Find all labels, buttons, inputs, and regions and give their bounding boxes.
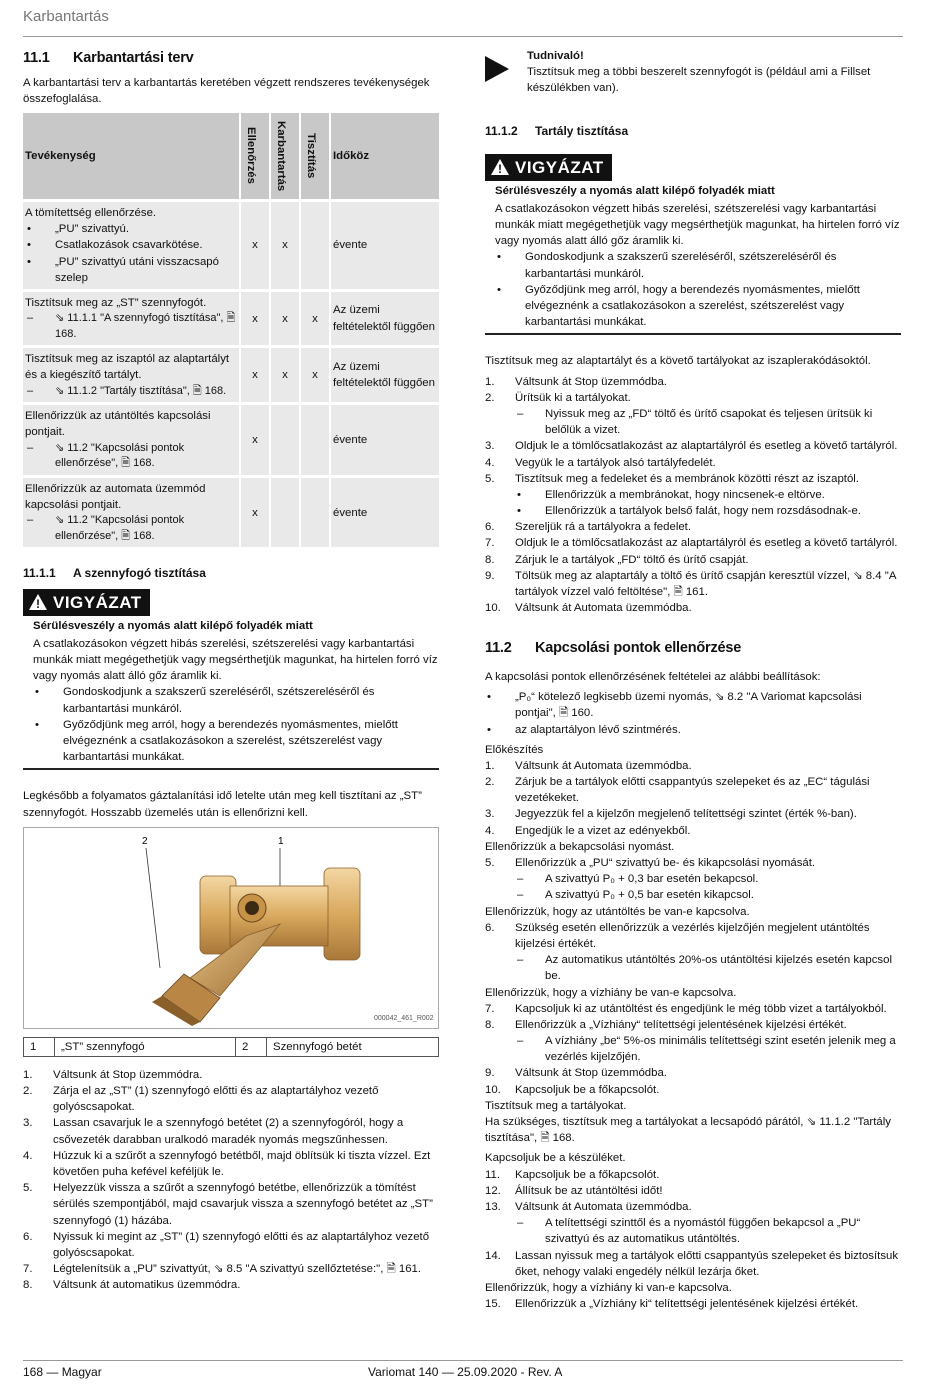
table-row: Tisztítsuk meg az „ST” szennyfogót. – ⇘ 11.1.1 "A szennyfogó tisztítása", 🗎 168. x x x Az üzemi feltételektől függően — [23, 289, 439, 345]
cross-reference-link[interactable]: – ⇘ 11.2 "Kapcsolási pontok ellenőrzése", 🗎 168. — [25, 441, 237, 472]
section-heading-11-1: 11.1 Karbantartási terv — [23, 50, 194, 66]
section-heading-11-1-1: 11.1.1 A szennyfogó tisztítása — [23, 566, 206, 581]
strainer-figure — [23, 827, 439, 1029]
list-item: 2. Zárja el az „ST” (1) szennyfogó előtti és az alaptartályhoz vezető golyóscsapokat. — [23, 1085, 379, 1114]
list-item: 3. Lassan csavarjuk le a szennyfogó betétet (2) a szennyfogóról, hogy a csővezeték darabban uralkodó maradék nyomás megszűnhessen. — [23, 1117, 404, 1146]
table-row: A tömítettség ellenőrzése. • „PU” szivattyú. • Csatlakozások csavarkötése. • „PU” szivattyú utáni visszacsapó szelep x x évente — [23, 199, 439, 289]
cross-reference-link[interactable]: – ⇘ 11.2 "Kapcsolási pontok ellenőrzése", 🗎 168. — [25, 513, 237, 544]
list-item: 6. Nyissuk ki megint az „ST” (1) szennyfogó előtti és az alaptartályhoz vezető golyóscsapokat. — [23, 1230, 430, 1259]
table-row: Ellenőrizzük az automata üzemmód kapcsolási pontjait. – ⇘ 11.2 "Kapcsolási pontok ellenőrzése", 🗎 168. x évente — [23, 475, 439, 548]
strainer-steps — [23, 1067, 439, 1294]
section-heading-11-2: 11.2 Kapcsolási pontok ellenőrzése — [485, 640, 742, 657]
th-activity: Tevékenység — [23, 113, 239, 199]
right-column: Tudnivaló! Tisztítsuk meg a többi beszerelt szennyfogót is (például ami a Fillset készülékben van). 11.1.2 Tartály tisztítása ! VIGYÁZAT Sérülésveszély a nyomás alatt kilépő folyadék miatt A csatlakozásokon végzett hibás szerelési, szétszerelési vagy karbantartási munkák miatt megégethetjük vagy megsérthetjük magunkat, ha hirtelen forró víz vagy nyomás alatt álló gőz áramlik ki. • Gondoskodjunk a szakszerű szereléséről, szétszereléséről és karbantartási munkáról. • Győződjünk meg arról, hogy a berendezés nyomásmentes, mielőtt elvégeznénk a csatlakozásokon a szerelést, szétszerelést vagy karbantartási munkákat. Tisztítsuk meg az alaptartályt és a követő tartályokat az iszaplerakódásoktól. 1. Váltsunk át Stop üzemmódba. 2. Ürítsük ki a tartályokat. – Nyissuk meg az „FD“ töltő és ürítő csapokat és teljesen ürítsük ki belőlük a vizet. 3. Oldjuk le a tömlőcsatlakozást az alaptartályról és esetleg a követő tartályról. 4. Vegyük le a tartályok alsó tartályfedelét. 5. Tisztítsuk meg a fedeleket és a membránok közötti részt az iszaptól. • Ellenőrizzük a membránokat, hogy nincsenek-e eltörve. • Ellenőrizzük a tartályok belső falát, hogy nem rozsdásodnak-e. 6. Szereljük rá a tartályokra a fedelet. 7. Oldjuk le a tömlőcsatlakozást az alaptartályról és esetleg a követő tartályról. 8. Zárjuk le a tartályok „FD“ töltő és ürítő csapját. 9. Töltsük meg az alaptartály a töltő és ürítő csapján keresztül vízzel, ⇘ 8.4 "A tartályok vízzel való feltöltése", 🗎 161. 10. Váltsunk át Automata üzemmódba. 11.2 Kapcsolási pontok ellenőrzése A kapcsolási pontok ellenőrzésének feltételei az alábbi beállítások: • „P₀“ kötelező legkisebb üzemi nyomás, ⇘ 8.2 "A Variomat kapcsolási pontjai", 🗎 160. • az alaptartályon lévő szintmérés. Előkészítés 1. Váltsunk át Automata üzemmódba. 2. Zárjuk be a tartályok előtti csappantyús szelepeket és az „EC“ tágulási vezetékeket. 3. Jegyezzük fel a kijelzőn megjelenő telítettségi szintet (érték %-ban). 4. Engedjük le a vizet az edényekből. Ellenőrizzük a bekapcsolási nyomást. 5. Ellenőrizzük a „PU“ szivattyú be- és kikapcsolási nyomását. – A szivattyú P₀ + 0,3 bar esetén bekapcsol. – A szivattyú P₀ + 0,5 bar esetén kikapcsol. Ellenőrizzük, hogy az utántöltés be van-e kapcsolva. 6. Szükség esetén ellenőrizzük a vezérlés kijelzőjén megjelent utántöltés kijelzési értékét. – Az automatikus utántöltés 20%-os utántöltési kijelzés esetén kapcsol be. Ellenőrizzük, hogy a vízhiány be van-e kapcsolva. 7. Kapcsoljuk ki az utántöltést és engedjünk le még több vizet a tartályokból. 8. Ellenőrizzük a „Vízhiány“ telítettségi jelentésének kijelzési értékét. – A vízhiány „be“ 5%-os minimális telítettségi szint esetén jelenik meg a vezérlés kijelzőjén. 9. Váltsunk át Stop üzemmódba. 10. Kapcsoljuk be a főkapcsolót. Tisztítsuk meg a tartályokat. Ha szükséges, tisztítsuk meg a tartályokat a lecsapódó párától, ⇘ 11.1.2 "Tartály tisztítása", 🗎 168. Kapcsoljuk be a készüléket. 11. Kapcsoljuk be a főkapcsolót. 12. Állítsuk be az utántöltési időt! 13. Váltsunk át Automata üzemmódba. – A telítettségi szinttől és a nyomástól függően bekapcsol a „PU“ szivattyú és az automatikus utántöltés. 14. Lassan nyissuk meg a tartályok előtti csappantyús szelepeket és biztosítsuk őket, nehogy valaki engedély nélkül lezárja őket. Ellenőrizzük, hogy a vízhiány ki van-e kapcsolva. 15. Ellenőrizzük a „Vízhiány ki“ telítettségi jelentésének kijelzési értékét. — [485, 48, 901, 1312]
section-heading-11-1-2: 11.1.2 Tartály tisztítása — [485, 123, 629, 138]
warning-triangle-icon: ! — [491, 159, 509, 175]
list-item: 1. Váltsunk át Stop üzemmódra. — [23, 1068, 203, 1081]
caution-label: ! VIGYÁZAT — [23, 589, 150, 616]
strainer-illustration — [24, 828, 438, 1026]
warning-triangle-icon: ! — [29, 594, 47, 610]
maintenance-table — [23, 113, 439, 548]
cross-reference-link[interactable]: – ⇘ 11.1.1 "A szennyfogó tisztítása", 🗎 168. — [25, 311, 237, 342]
caution-box: ! VIGYÁZAT Sérülésveszély a nyomás alatt kilépő folyadék miatt A csatlakozásokon végzett hibás szerelési, szétszerelési vagy karbantartási munkák miatt megégethetjük vagy megsérthetjük magunkat, ha hirtelen forró víz vagy nyomás alatt álló gőz áramlik ki. • Gondoskodjunk a szakszerű szereléséről, szétszereléséről és karbantartási munkáról. • Győződjünk meg arról, hogy a berendezés nyomásmentes, mielőtt elvégeznénk a csatlakozásokon a szerelést, szétszerelést vagy karbantartási munkákat. — [485, 154, 901, 336]
figure-callout-2: 2 — [142, 835, 148, 847]
table-row: Ellenőrizzük az utántöltés kapcsolási pontjait. – ⇘ 11.2 "Kapcsolási pontok ellenőrzése", 🗎 168. x évente — [23, 402, 439, 475]
figure-code: 000042_461_R002 — [374, 1014, 434, 1022]
caution-box: ! VIGYÁZAT Sérülésveszély a nyomás alatt kilépő folyadék miatt A csatlakozásokon végzett hibás szerelési, szétszerelési vagy karbantartási munkák miatt megégethetjük vagy megsérthetjük magunkat, ha hirtelen forró víz vagy nyomás alatt álló gőz áramlik ki. • Gondoskodjunk a szakszerű szereléséről, szétszereléséről és karbantartási munkáról. • Győződjünk meg arról, hogy a berendezés nyomásmentes, mielőtt elvégeznénk a csatlakozásokon a szerelést, szétszerelést vagy karbantartási munkákat. — [23, 589, 439, 771]
list-item: 4. Húzzuk ki a szűrőt a szennyfogó betétből, majd öblítsük ki tiszta vízzel. Ezt követően puha kefével keféljük le. — [23, 1149, 431, 1178]
th-interval: Időköz — [329, 113, 439, 199]
running-header: Karbantartás — [23, 8, 109, 25]
tank-steps: 1. Váltsunk át Stop üzemmódba. 2. Ürítsük ki a tartályokat. – Nyissuk meg az „FD“ töltő és ürítő csapokat és teljesen ürítsük ki belőlük a vizet. 3. Oldjuk le a tömlőcsatlakozást az alaptartályról és esetleg a követő tartályról. 4. Vegyük le a tartályok alsó tartályfedelét. 5. Tisztítsuk meg a fedeleket és a membránok közötti részt az iszaptól. • Ellenőrizzük a membránokat, hogy nincsenek-e eltörve. • Ellenőrizzük a tartályok belső falát, hogy nem rozsdásodnak-e. 6. Szereljük rá a tartályokra a fedelet. 7. Oldjuk le a tömlőcsatlakozást az alaptartályról és esetleg a követő tartályról. 8. Zárjuk le a tartályok „FD“ töltő és ürítő csapját. 9. Töltsük meg az alaptartály a töltő és ürítő csapján keresztül vízzel, ⇘ 8.4 "A tartályok vízzel való feltöltése", 🗎 161. 10. Váltsunk át Automata üzemmódba. — [485, 374, 901, 617]
footer-rule — [23, 1360, 903, 1361]
list-item: 8. Váltsunk át automatikus üzemmódra. — [23, 1279, 241, 1292]
figure-callout-1: 1 — [278, 835, 284, 847]
th-maintenance: Karbantartás — [269, 113, 299, 199]
th-cleaning: Tisztítás — [299, 113, 329, 199]
table-row: Tisztítsuk meg az iszaptól az alaptartályt és a kiegészítő tartályt. – ⇘ 11.1.2 "Tartály tisztítása", 🗎 168. x x x Az üzemi feltételektől függően — [23, 345, 439, 402]
header-rule — [23, 36, 903, 37]
note-arrow-icon — [485, 56, 509, 82]
list-item: 5. Helyezzük vissza a szűrőt a szennyfogó betétbe, ellenőrizzük a tömítést sérülés szempontjából, majd csavarjuk vissza a szennyfogó betétet az „ST” szennyfogó (1) házába. — [23, 1182, 433, 1227]
table-header-row — [23, 113, 439, 199]
note-box: Tudnivaló! Tisztítsuk meg a többi beszerelt szennyfogót is (például ami a Fillset készülékben van). — [485, 48, 901, 97]
footer-page: 168 — Magyar — [23, 1365, 102, 1379]
figure-legend: 1 „ST” szennyfogó 2 Szennyfogó betét — [23, 1037, 439, 1057]
cleaning-paragraph: Legkésőbb a folyamatos gáztalanítási idő letelte után meg kell tisztítani az „ST” szennyfogót. Hosszabb üzemelés után is ellenőrizni kell. — [23, 790, 422, 819]
list-item: 7. Légtelenítsük a „PU” szivattyút, ⇘ 8.5 "A szivattyú szellőztetése:", 🗎 161. — [23, 1263, 422, 1276]
th-check: Ellenőrzés — [239, 113, 269, 199]
switching-steps: 1. Váltsunk át Automata üzemmódba. 2. Zárjuk be a tartályok előtti csappantyús szelepeket és az „EC“ tágulási vezetékeket. 3. Jegyezzük fel a kijelzőn megjelenő telítettségi szintet (érték %-ban). 4. Engedjük le a vizet az edényekből. Ellenőrizzük a bekapcsolási nyomást. 5. Ellenőrizzük a „PU“ szivattyú be- és kikapcsolási nyomását. – A szivattyú P₀ + 0,3 bar esetén bekapcsol. – A szivattyú P₀ + 0,5 bar esetén kikapcsol. Ellenőrizzük, hogy az utántöltés be van-e kapcsolva. 6. Szükség esetén ellenőrizzük a vezérlés kijelzőjén megjelent utántöltés kijelzési értékét. – Az automatikus utántöltés 20%-os utántöltési kijelzés esetén kapcsol be. Ellenőrizzük, hogy a vízhiány be van-e kapcsolva. 7. Kapcsoljuk ki az utántöltést és engedjünk le még több vizet a tartályokból. 8. Ellenőrizzük a „Vízhiány“ telítettségi jelentésének kijelzési értékét. – A vízhiány „be“ 5%-os minimális telítettségi szint esetén jelenik meg a vezérlés kijelzőjén. 9. Váltsunk át Stop üzemmódba. 10. Kapcsoljuk be a főkapcsolót. Tisztítsuk meg a tartályokat. Ha szükséges, tisztítsuk meg a tartályokat a lecsapódó párától, ⇘ 11.1.2 "Tartály tisztítása", 🗎 168. Kapcsoljuk be a készüléket. 11. Kapcsoljuk be a főkapcsolót. 12. Állítsuk be az utántöltési időt! 13. Váltsunk át Automata üzemmódba. – A telítettségi szinttől és a nyomástól függően bekapcsol a „PU“ szivattyú és az automatikus utántöltés. 14. Lassan nyissuk meg a tartályok előtti csappantyús szelepeket és biztosítsuk őket, nehogy valaki engedély nélkül lezárja őket. Ellenőrizzük, hogy a vízhiány ki van-e kapcsolva. 15. Ellenőrizzük a „Vízhiány ki“ telítettségi jelentésének kijelzési értékét. — [485, 758, 901, 1312]
left-column — [23, 48, 439, 1294]
maintenance-intro: A karbantartási terv a karbantartás keretében végzett rendszeres tevékenységek összefoglalása. — [23, 76, 430, 105]
footer-doc: Variomat 140 — 25.09.2020 - Rev. A — [368, 1365, 563, 1379]
caution-label: ! VIGYÁZAT — [485, 154, 612, 181]
cross-reference-link[interactable]: – ⇘ 11.1.2 "Tartály tisztítása", 🗎 168. — [25, 384, 237, 400]
